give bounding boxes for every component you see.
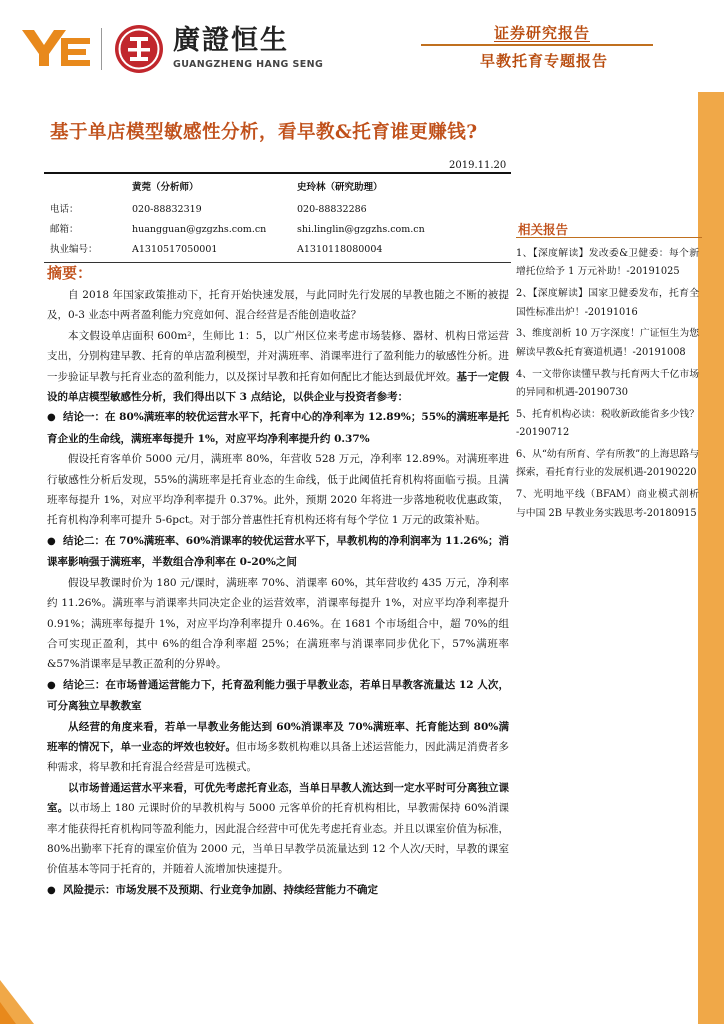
- related-report-link[interactable]: 4、一文带你读懂早教与托育两大千亿市场的异同和机遇-20190730: [516, 368, 699, 399]
- conclusion-3-detail: 从经营的角度来看，若单一早教业务能达到 60%消课率及 70%满班率、托育能达到 80%满班率的情况下，单一业态的坪效也较好。但市场多数机构难以具备上述运营能力，因此满足消费者多种需求，将早教和托育混合经营是可选模式。: [47, 720, 509, 774]
- ye-logo-icon: [20, 28, 92, 68]
- logo-divider: [101, 28, 102, 70]
- conclusion-1: ● 结论一：在 80%满班率的较优运营水平下，托育中心的净利率为 12.89%；55%的满班率是托育企业的生命线，满班率每提升 1%，对应平均净利率提升约 0.37%: [47, 407, 509, 449]
- bullet-icon: ●: [47, 412, 56, 424]
- related-report-link[interactable]: 1、【深度解读】发改委&卫健委：每个新增托位给予 1 万元补助！-20191025: [516, 248, 699, 278]
- related-report-link[interactable]: 7、光明地平线（BFAM）商业模式剖析与中国 2B 早教业务实践思考-20180915: [516, 489, 699, 519]
- analyst2-phone: 020-88832286: [297, 204, 367, 215]
- info-rule: [44, 262, 511, 263]
- related-reports-title: 相关报告: [518, 222, 569, 237]
- brand-name-cn: 廣證恒生: [173, 25, 289, 56]
- analyst1-email[interactable]: huangguan@gzgzhs.com.cn: [132, 224, 267, 235]
- conclusion-2: ● 结论二：在 70%满班率、60%消课率的较优运营水平下，早教机构的净利润率为 11.26%；消课率影响强于满班率，半数组合净利率在 0-20%之间: [47, 531, 509, 573]
- conclusion-1-detail: 假设托育客单价 5000 元/月，满班率 80%，年营收 528 万元，净利率 12.89%。对满班率进行敏感性分析后发现，55%的满班率是托育业态的生命线，低于此阈值托育机构将面临亏损。且满班率每提升 1%，对应平均净利率提升 0.37%。此外，预期 2020 年将进一步落地税收优惠政策，托育机构净利率可提升 5-6pct。对于部分普惠性托育机构还将有每个学位 1 万元的政策补贴。: [47, 453, 509, 527]
- related-report-link[interactable]: 5、托育机构必读：税收新政能省多少钱？-20190712: [516, 408, 699, 439]
- summary-paragraph: [47, 326, 509, 408]
- analyst1-name: 黄莞（分析师）: [132, 182, 199, 193]
- brand-seal-icon: [114, 24, 164, 74]
- related-rule: [516, 237, 702, 238]
- title-rule: [44, 172, 511, 174]
- bullet-icon: ●: [47, 535, 56, 547]
- corner-accent-icon: [0, 950, 40, 1024]
- analyst1-phone: 020-88832319: [132, 204, 202, 215]
- analyst2-email[interactable]: shi.linglin@gzgzhs.com.cn: [297, 224, 425, 235]
- report-type: 证券研究报告: [493, 24, 590, 42]
- sidebar-accent-bar: [698, 92, 724, 1024]
- summary-paragraph: 自 2018 年国家政策推动下，托育开始快速发展，与此同时先行发展的早教也随之不断的被提及，0-3 业态中两者盈利能力究竟如何、混合经营是否能创造收益？: [47, 289, 509, 322]
- method-text: 本文假设单店面积 600m²，生师比 1：5，以广州区位来考虑市场装修、器材、机构日常运营支出，分别构建早教、托育的单店盈利模型，并对满班率、消课率进行了盈利能力的敏感性分析。进一步验证早教与托育业态的盈利能力，以及探讨早教和托育如何配比才能达到最优坪效。: [47, 329, 509, 383]
- header-rule: [421, 44, 653, 46]
- brand-name-en: GUANGZHENG HANG SENG: [173, 59, 324, 70]
- conclusion-3: ● 结论三：在市场普通运营能力下，托育盈利能力强于早教业态，若单日早教客流量达 12 人次，可分离独立早教教室: [47, 675, 509, 717]
- related-report-link[interactable]: 6、从“幼有所育、学有所教”的上海思路与探索，看托育行业的发展机遇-20190220: [516, 449, 699, 479]
- email-label: 邮箱：: [50, 224, 79, 235]
- related-report-link[interactable]: 3、维度剖析 10 万字深度！广证恒生为您解读早教&托育赛道机遇！-20191008: [516, 328, 699, 358]
- report-date: 2019.11.20: [449, 160, 507, 171]
- analyst2-license: A1310118080004: [297, 244, 383, 255]
- report-title: 基于单店模型敏感性分析，看早教&托育谁更赚钱?: [50, 122, 478, 143]
- conclusion-3-detail: 以市场普通运营水平来看，可优先考虑托育业态，当单日早教人流达到一定水平时可分离独立课室。以市场上 180 元课时价的早教机构与 5000 元客单价的托育机构相比，早教需保持 60%消课率才能获得托育机构同等盈利能力，因此混合经营中可优先考虑托育业态。并且以课室价值为标准，80%出勤率下托育的课室价值为 2000 元，当单日早教学员流量达到 12 个人次/天时，早教的课室价值基本等同于托育的，并随着人流增加快速提升。: [47, 781, 509, 876]
- analyst2-name: 史玲林（研究助理）: [297, 182, 383, 193]
- report-topic: 早教托育专题报告: [479, 52, 608, 70]
- bullet-icon: ●: [47, 679, 56, 691]
- related-reports-list: [516, 245, 699, 526]
- analyst1-license: A1310517050001: [132, 244, 218, 255]
- summary-body: [47, 285, 509, 901]
- summary-heading: 摘要：: [47, 264, 93, 282]
- phone-label: 电话：: [50, 204, 79, 215]
- risk-warning: ● 风险提示：市场发展不及预期、行业竞争加剧、持续经营能力不确定: [47, 880, 509, 901]
- license-label: 执业编号：: [50, 244, 98, 255]
- conclusion-2-detail: 假设早教课时价为 180 元/课时，满班率 70%、消课率 60%，其年营收约 435 万元，净利率约 11.26%。满班率与消课率共同决定企业的运营效率，消课率每提升 1%，对应平均净利率提升 0.91%；满班率每提升 1%，对应平均净利率提升 0.46%。在 1681 个市场组合中，超 70%的组合可实现正盈利，其中 6%的组合净利率超 25%；在满班率与消课率同步优化下，57%满班率&57%消课率是早教正盈利的分界岭。: [47, 576, 509, 671]
- related-report-link[interactable]: 2、【深度解读】国家卫健委发布，托育全国性标准出炉！-20191016: [516, 288, 699, 318]
- page-header: [0, 0, 724, 82]
- bullet-icon: ●: [47, 884, 56, 896]
- method-conclusion: 基于一定假设的单店模型敏感性分析，我们得出以下 3 点结论，以供企业与投资者参考：: [47, 370, 509, 404]
